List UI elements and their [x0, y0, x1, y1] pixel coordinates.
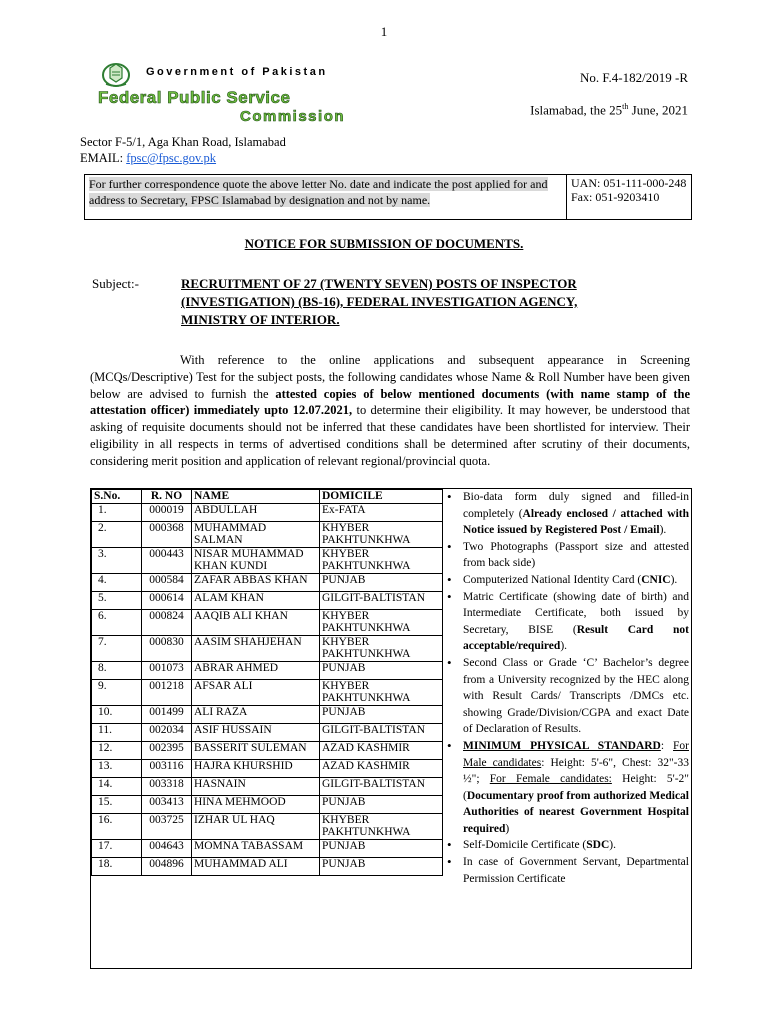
rno-cell: 000830 — [142, 635, 192, 661]
sno-cell: 14. — [92, 777, 142, 795]
name-cell: ABRAR AHMED — [192, 661, 320, 679]
sno-cell: 10. — [92, 705, 142, 723]
name-cell: ASIF HUSSAIN — [192, 723, 320, 741]
table-header-row — [92, 490, 443, 504]
sno-cell: 7. — [92, 635, 142, 661]
domicile-cell: Ex-FATA — [320, 503, 443, 521]
table-row — [92, 705, 443, 723]
domicile-cell: PUNJAB — [320, 573, 443, 591]
domicile-cell: GILGIT-BALTISTAN — [320, 777, 443, 795]
domicile-cell: PUNJAB — [320, 661, 443, 679]
name-cell: IZHAR UL HAQ — [192, 813, 320, 839]
rno-cell: 000584 — [142, 573, 192, 591]
domicile-cell: KHYBER PAKHTUNKHWA — [320, 679, 443, 705]
req-biodata: • Bio-data form duly signed and filled-in completely (Already enclosed / attached with Notice issued by Registered Post / Email). — [463, 489, 689, 539]
rno-cell: 000824 — [142, 609, 192, 635]
sno-cell: 5. — [92, 591, 142, 609]
rno-cell: 003413 — [142, 795, 192, 813]
name-cell: AFSAR ALI — [192, 679, 320, 705]
sno-cell: 4. — [92, 573, 142, 591]
sno-cell: 18. — [92, 857, 142, 875]
candidates-section — [90, 488, 692, 969]
domicile-cell: KHYBER PAKHTUNKHWA — [320, 813, 443, 839]
domicile-cell: PUNJAB — [320, 705, 443, 723]
sno-cell: 6. — [92, 609, 142, 635]
table-row — [92, 679, 443, 705]
subject-label: Subject:- — [92, 276, 139, 291]
name-cell: HAJRA KHURSHID — [192, 759, 320, 777]
office-address — [80, 134, 286, 166]
table-row — [92, 547, 443, 573]
table-row — [92, 795, 443, 813]
table-row — [92, 661, 443, 679]
name-cell: ALI RAZA — [192, 705, 320, 723]
required-documents — [445, 489, 689, 887]
name-cell: MUHAMMAD ALI — [192, 857, 320, 875]
table-row — [92, 857, 443, 875]
letter-date: Islamabad, the 25th June, 2021 — [530, 102, 688, 118]
name-cell: AASIM SHAHJEHAN — [192, 635, 320, 661]
rno-cell: 002395 — [142, 741, 192, 759]
domicile-cell: KHYBER PAKHTUNKHWA — [320, 635, 443, 661]
name-cell: BASSERIT SULEMAN — [192, 741, 320, 759]
table-row — [92, 573, 443, 591]
domicile-cell: PUNJAB — [320, 795, 443, 813]
table-row — [92, 759, 443, 777]
email-link[interactable]: fpsc@fpsc.gov.pk — [126, 151, 217, 165]
table-row — [92, 635, 443, 661]
table-row — [92, 813, 443, 839]
correspondence-box — [84, 174, 692, 220]
subject-text: RECRUITMENT OF 27 (TWENTY SEVEN) POSTS OF INSPECTOR (INVESTIGATION) (BS-16), FEDERAL INVESTIGATION AGENCY, MINISTRY OF INTERIOR. — [181, 276, 578, 327]
fax-number: Fax: 051-9203410 — [571, 190, 660, 204]
req-matric: • Matric Certificate (showing date of birth) and Intermediate Certificate, both issued by Secretary, BISE (Result Card not acceptable/required). — [463, 589, 689, 655]
letter-number: No. F.4-182/2019 -R — [579, 70, 688, 85]
name-cell: MUHAMMAD SALMAN — [192, 521, 320, 547]
government-heading: Government of Pakistan — [146, 66, 328, 78]
candidates-table — [91, 489, 443, 876]
header-rno: R. NO — [142, 490, 192, 504]
domicile-cell: KHYBER PAKHTUNKHWA — [320, 521, 443, 547]
domicile-cell: AZAD KASHMIR — [320, 759, 443, 777]
rno-cell: 001499 — [142, 705, 192, 723]
rno-cell: 001218 — [142, 679, 192, 705]
sno-cell: 17. — [92, 839, 142, 857]
sno-cell: 3. — [92, 547, 142, 573]
table-row — [92, 839, 443, 857]
pakistan-emblem-icon — [100, 60, 132, 88]
sno-cell: 12. — [92, 741, 142, 759]
table-row — [92, 609, 443, 635]
contact-numbers — [567, 175, 691, 219]
domicile-cell: AZAD KASHMIR — [320, 741, 443, 759]
domicile-cell: KHYBER PAKHTUNKHWA — [320, 547, 443, 573]
name-cell: HINA MEHMOOD — [192, 795, 320, 813]
sno-cell: 13. — [92, 759, 142, 777]
domicile-cell: PUNJAB — [320, 857, 443, 875]
req-degree: • Second Class or Grade ‘C’ Bachelor’s degree from a University recognized by the HEC along with Result Cards/ Transcripts /DMCs etc. showing Grade/Division/CGPA and exact Date of Declaration of Results. — [463, 655, 689, 738]
req-govt-servant: • In case of Government Servant, Departmental Permission Certificate — [463, 854, 689, 887]
sno-cell: 1. — [92, 503, 142, 521]
page-number: 1 — [380, 24, 388, 39]
sno-cell: 11. — [92, 723, 142, 741]
req-photographs: • Two Photographs (Passport size and attested from back side) — [463, 539, 689, 572]
name-cell: MOMNA TABASSAM — [192, 839, 320, 857]
rno-cell: 003725 — [142, 813, 192, 839]
correspondence-note: For further correspondence quote the above letter No. date and indicate the post applied for and address to Secretary, FPSC Islamabad by designation and not by name. — [85, 175, 567, 219]
domicile-cell: GILGIT-BALTISTAN — [320, 723, 443, 741]
fpsc-logo — [96, 58, 356, 130]
sno-cell: 2. — [92, 521, 142, 547]
rno-cell: 000368 — [142, 521, 192, 547]
rno-cell: 000614 — [142, 591, 192, 609]
notice-title: NOTICE FOR SUBMISSION OF DOCUMENTS. — [244, 236, 524, 251]
sno-cell: 15. — [92, 795, 142, 813]
header-name: NAME — [192, 490, 320, 504]
req-physical-standard: • MINIMUM PHYSICAL STANDARD: For Male candidates: Height: 5'-6", Chest: 32"-33 ½"; For Female candidates: Height: 5'-2" (Documentary proof from authorized Medical Authorities of nearest Government Hospital required) — [463, 738, 689, 838]
table-row — [92, 741, 443, 759]
name-cell: HASNAIN — [192, 777, 320, 795]
table-row — [92, 503, 443, 521]
uan-number: UAN: 051-111-000-248 — [571, 176, 687, 190]
name-cell: AAQIB ALI KHAN — [192, 609, 320, 635]
rno-cell: 004896 — [142, 857, 192, 875]
sno-cell: 8. — [92, 661, 142, 679]
email-line: EMAIL: fpsc@fpsc.gov.pk — [80, 151, 217, 165]
req-domicile: • Self-Domicile Certificate (SDC). — [463, 837, 689, 854]
domicile-cell: GILGIT-BALTISTAN — [320, 591, 443, 609]
body-paragraph: With reference to the online applications and subsequent appearance in Screening (MCQs/Descriptive) Test for the subject posts, the following candidates whose Name & Roll Number have been given below are advised to furnish the attested copies of below mentioned documents (with name stamp of the attestation officer) immediately upto 12.07.2021, to determine their eligibility. It may however, be understood that asking of requisite documents should not be inferred that these candidates have been shortlisted for interview. Their eligibility in all respects in terms of advertised conditions shall be determined after scrutiny of their documents, considering merit position and application of relevant regional/provincial quota. — [90, 353, 690, 468]
table-row — [92, 591, 443, 609]
table-row — [92, 723, 443, 741]
header-sno: S.No. — [92, 490, 142, 504]
rno-cell: 003116 — [142, 759, 192, 777]
sno-cell: 16. — [92, 813, 142, 839]
table-row — [92, 521, 443, 547]
rno-cell: 003318 — [142, 777, 192, 795]
table-row — [92, 777, 443, 795]
sno-cell: 9. — [92, 679, 142, 705]
name-cell: ALAM KHAN — [192, 591, 320, 609]
org-name-line2: Commission — [240, 108, 346, 125]
header-domicile: DOMICILE — [320, 490, 443, 504]
org-name-line1: Federal Public Service — [98, 88, 291, 107]
rno-cell: 000019 — [142, 503, 192, 521]
name-cell: NISAR MUHAMMAD KHAN KUNDI — [192, 547, 320, 573]
domicile-cell: KHYBER PAKHTUNKHWA — [320, 609, 443, 635]
rno-cell: 004643 — [142, 839, 192, 857]
req-cnic: • Computerized National Identity Card (CNIC). — [463, 572, 689, 589]
address-line: Sector F-5/1, Aga Khan Road, Islamabad — [80, 135, 286, 149]
rno-cell: 000443 — [142, 547, 192, 573]
domicile-cell: PUNJAB — [320, 839, 443, 857]
name-cell: ZAFAR ABBAS KHAN — [192, 573, 320, 591]
name-cell: ABDULLAH — [192, 503, 320, 521]
rno-cell: 002034 — [142, 723, 192, 741]
rno-cell: 001073 — [142, 661, 192, 679]
